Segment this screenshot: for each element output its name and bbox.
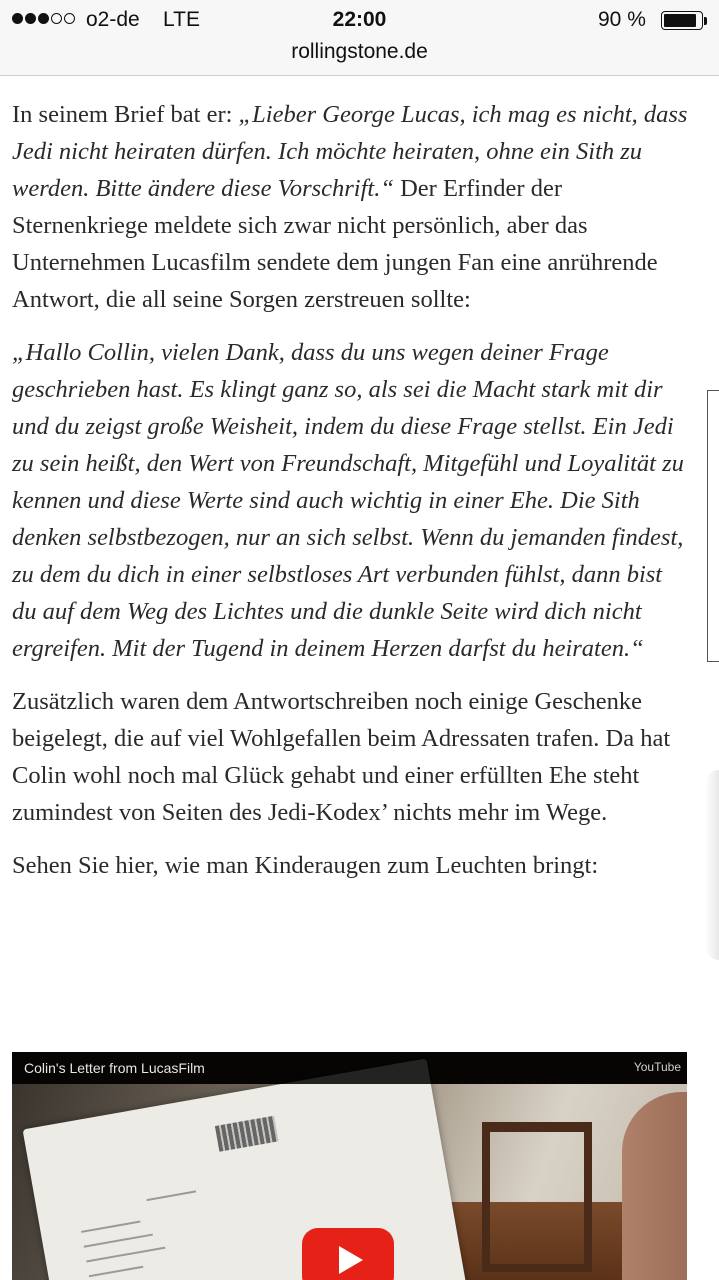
- youtube-logo[interactable]: YouTube: [633, 1060, 681, 1074]
- battery-icon: [661, 11, 703, 30]
- letter-line: [146, 1190, 196, 1201]
- letter-line: [84, 1234, 153, 1248]
- letter-line: [81, 1221, 140, 1233]
- side-panel-edge: [707, 390, 719, 662]
- carrier-name: o2-de: [86, 8, 140, 31]
- article-body: [12, 96, 688, 900]
- letter-logo: [215, 1116, 279, 1152]
- play-button[interactable]: [302, 1228, 394, 1280]
- intro-rest: Der Erfinder der Sternenkriege meldete sich zwar nicht persönlich, aber das Unternehmen Lucasfilm sendete dem jungen Fan eine anrührende Antwort, die all seine Sorgen zerstreuen sollte:: [12, 175, 658, 313]
- lucasfilm-reply-quote: „Hallo Collin, vielen Dank, dass du uns wegen deiner Frage geschrieben hast. Es klingt ganz so, als sei die Macht stark mit dir und du zeigst große Weisheit, indem du diese Frage stellst. Ein Jedi zu sein heißt, den Wert von Freundschaft, Mitgefühl und Loyalität zu kennen und diese Werte sind auch wichtig in einer Ehe. Die Sith denken selbstbezogen, nur an sich selbst. Wenn du jemanden findest, zu dem du dich in einer selbstloses Art verbunden fühlst, dann bist du auf dem Weg des Lichtes und die dunkle Seite wird dich nicht ergreifen. Mit der Tugend in deinem Herzen darfst du heiraten.“: [12, 339, 684, 662]
- clock: 22:00: [332, 8, 387, 31]
- intro-lead: In seinem Brief bat er:: [12, 101, 239, 128]
- status-bar: [0, 0, 719, 40]
- video-thumbnail-chair: [482, 1122, 592, 1272]
- side-scroll-shadow: [705, 770, 719, 960]
- intro-quote: „Lieber George Lucas, ich mag es nicht, dass Jedi nicht heiraten dürfen. Ich möchte heiraten, ohne ein Sith zu werden. Bitte ändere diese Vorschrift.“: [12, 101, 688, 202]
- intro-paragraph: [12, 96, 688, 318]
- embedded-video[interactable]: [12, 1052, 687, 1280]
- video-lead-paragraph: Sehen Sie hier, wie man Kinderaugen zum Leuchten bringt:: [12, 852, 599, 879]
- letter-line: [89, 1266, 144, 1278]
- network-type: LTE: [163, 8, 200, 31]
- battery-percentage: 90 %: [598, 8, 646, 31]
- address-bar[interactable]: [0, 40, 719, 76]
- play-icon: [339, 1246, 363, 1274]
- gifts-paragraph: Zusätzlich waren dem Antwortschreiben noch einige Geschenke beigelegt, die auf viel Wohlgefallen beim Adressaten trafen. Da hat Colin wohl noch mal Glück gehabt und einer erfüllten Ehe steht zumindest von Seiten des Jedi-Kodex’ nichts mehr im Wege.: [12, 688, 671, 826]
- letter-line: [86, 1247, 165, 1263]
- url-text: rollingstone.de: [291, 40, 428, 63]
- battery-tip: [704, 17, 707, 25]
- video-title-bar: [12, 1052, 687, 1084]
- video-title[interactable]: Colin's Letter from LucasFilm: [24, 1060, 205, 1076]
- video-thumbnail-person: [622, 1092, 687, 1280]
